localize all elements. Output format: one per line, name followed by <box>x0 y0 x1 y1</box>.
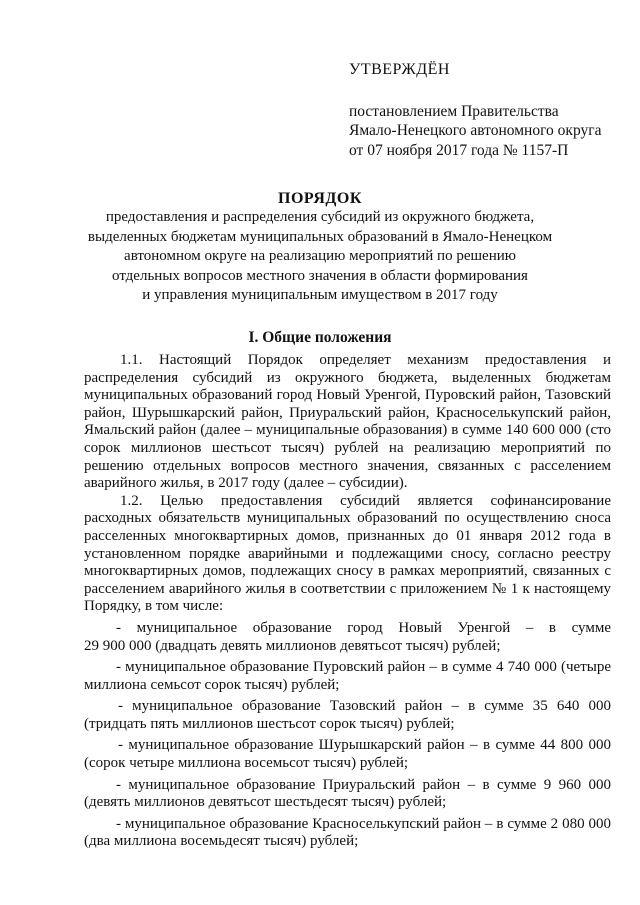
subtitle-line: выделенных бюджетам муниципальных образований в Ямало-Ненецком <box>87 228 553 245</box>
paragraph-line: распределения субсидий из окружного бюджета, выделенных бюджетам <box>84 369 611 386</box>
paragraph-line: - муниципальное образование Шурышкарский район – в сумме 44 800 000 <box>118 737 611 754</box>
paragraph-line: - муниципальное образование город Новый Уренгой – в сумме <box>116 619 611 636</box>
document-subtitle <box>0 208 640 306</box>
paragraph-line: расселенных многоквартирных домов, признанных до 01 января 2012 года в <box>84 527 611 544</box>
paragraph-line: 1.2. Целью предоставления субсидий является софинансирование <box>120 492 611 509</box>
paragraph-line: 29 900 000 (двадцать девять миллионов девятьсот тысяч) рублей; <box>84 637 501 654</box>
paragraph-line: Ямальский район (далее – муниципальные образования) в сумме 140 600 000 (сто <box>84 422 611 439</box>
document-body <box>84 352 611 855</box>
approval-heading: УТВЕРЖДЁН <box>349 61 450 78</box>
paragraph-line: (тридцать пять миллионов шестьсот сорок тысяч) рублей; <box>84 715 455 732</box>
paragraph <box>84 816 611 851</box>
section-heading: I. Общие положения <box>248 329 392 346</box>
paragraph-line: аварийного жилья, в 2017 году (далее – субсидии). <box>84 475 408 492</box>
approval-line: постановлением Правительства <box>349 102 559 120</box>
paragraph-line: - муниципальное образование Красноселькупский район – в сумме 2 080 000 <box>116 815 611 832</box>
subtitle-line: автономном округе на реализацию мероприятий по решению <box>124 248 516 265</box>
paragraph <box>84 698 611 733</box>
subtitle-line: отдельных вопросов местного значения в области формирования <box>112 267 528 284</box>
paragraph <box>84 493 611 616</box>
paragraph-line: многоквартирных домов, подлежащих сносу в рамках мероприятий, связанных с <box>84 563 611 580</box>
paragraph-line: 1.1. Настоящий Порядок определяет механизм предоставления и <box>120 352 611 368</box>
paragraph-line: - муниципальное образование Тазовский район – в сумме 35 640 000 <box>118 698 611 715</box>
subtitle-line: и управления муниципальным имуществом в 2017 году <box>142 287 498 304</box>
paragraph-line: миллиона семьсот сорок тысяч) рублей; <box>84 676 340 693</box>
paragraph <box>84 352 611 493</box>
paragraph-line: (девять миллионов девятьсот шестьдесят тысяч) рублей; <box>84 794 447 811</box>
paragraph-line: (сорок четыре миллиона восемьсот тысяч) рублей; <box>84 755 409 772</box>
paragraph <box>84 737 611 772</box>
paragraph <box>84 777 611 812</box>
paragraph-line: расходных обязательств муниципальных образований по осуществлению сноса <box>84 510 611 527</box>
paragraph-line: расселением аварийного жилья в соответствии с приложением № 1 к настоящему <box>84 580 611 597</box>
subtitle-line: предоставления и распределения субсидий из окружного бюджета, <box>105 209 535 225</box>
paragraph-line: сорок миллионов шестьсот тысяч) рублей на реализацию мероприятий по <box>84 439 611 456</box>
paragraph-line: муниципальных образований город Новый Уренгой, Пуровский район, Тазовский <box>84 387 611 404</box>
paragraph-line: - муниципальное образование Пуровский район – в сумме 4 740 000 (четыре <box>116 659 611 676</box>
paragraph-line: решению отдельных вопросов местного значения, связанных с расселением <box>84 457 611 474</box>
paragraph <box>84 659 611 694</box>
paragraph-line: - муниципальное образование Приуральский район – в сумме 9 960 000 <box>116 776 611 793</box>
paragraph-line: Порядку, в том числе: <box>84 598 224 615</box>
approval-block <box>349 60 601 160</box>
paragraph-line: район, Шурышкарский район, Приуральский район, Красноселькупский район, <box>84 404 611 421</box>
approval-line: Ямало-Ненецкого автономного округа <box>349 122 602 139</box>
document-title: ПОРЯДОК <box>278 190 362 207</box>
paragraph-line: (два миллиона восемьдесят тысяч) рублей; <box>84 833 359 850</box>
approval-line: от 07 ноября 2017 года № 1157-П <box>349 141 569 159</box>
paragraph <box>84 620 611 655</box>
paragraph-line: установленном порядке аварийными и подлежащими сносу, согласно реестру <box>84 545 611 562</box>
